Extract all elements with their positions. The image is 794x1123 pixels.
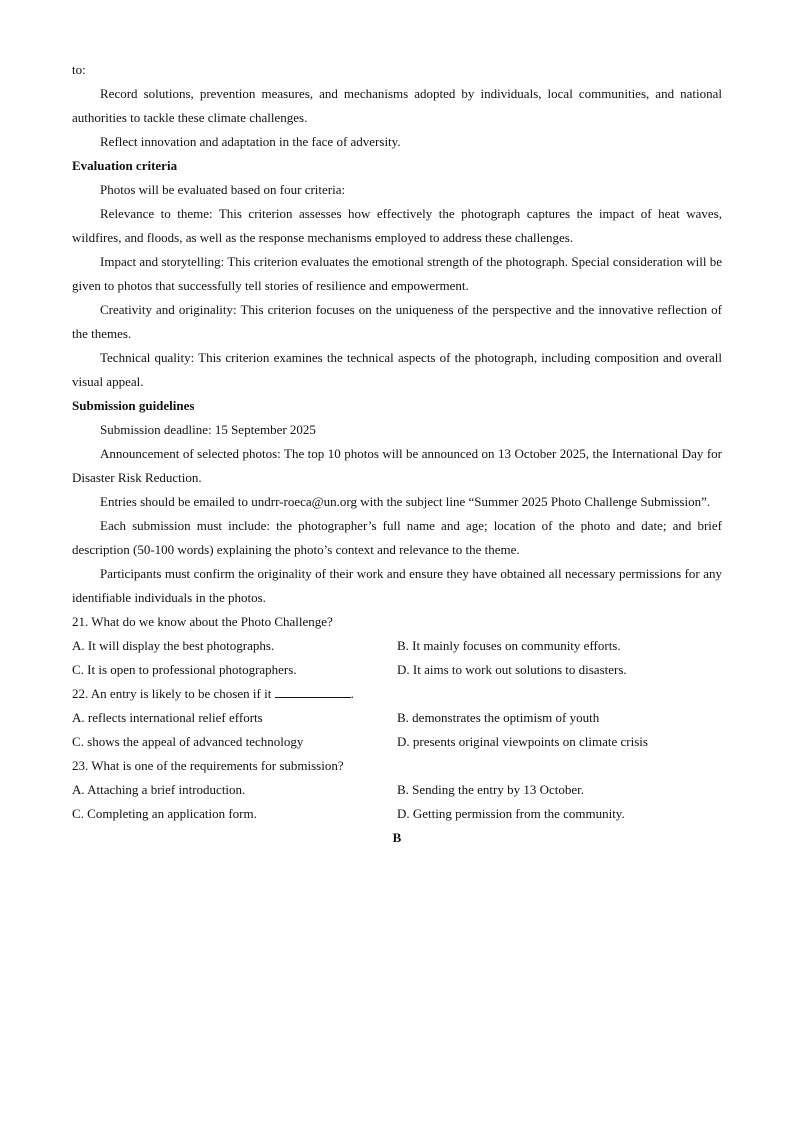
option-d: D. It aims to work out solutions to disasters. [397,662,627,677]
intro-item-1: Record solutions, prevention measures, and mechanisms adopted by individuals, local communities, and national authorities to tackle these climate challenges. [72,86,722,125]
question-22 [72,682,722,754]
criterion-technical: Technical quality: This criterion examines the technical aspects of the photograph, including composition and overall visual appeal. [72,350,722,389]
evaluation-intro: Photos will be evaluated based on four criteria: [100,182,346,197]
option-a: A. Attaching a brief introduction. [72,782,246,797]
option-b: B. It mainly focuses on community efforts. [397,638,621,653]
section-b-heading: B [392,830,402,845]
option-a: A. reflects international relief efforts [72,710,263,725]
question-stem: 23. What is one of the requirements for submission? [72,758,344,773]
submission-announcement: Announcement of selected photos: The top 10 photos will be announced on 13 October 2025, the International Day for Disaster Risk Reduction. [72,446,722,485]
option-b: B. Sending the entry by 13 October. [397,782,585,797]
submission-deadline: Submission deadline: 15 September 2025 [100,422,316,437]
submission-permissions: Participants must confirm the originality of their work and ensure they have obtained all necessary permissions for any identifiable individuals in the photos. [72,566,722,605]
intro-item-2: Reflect innovation and adaptation in the face of adversity. [100,134,401,149]
question-stem-end: . [350,686,354,701]
option-c: C. It is open to professional photographers. [72,662,297,677]
criterion-relevance: Relevance to theme: This criterion assesses how effectively the photograph captures the impact of heat waves, wildfires, and floods, as well as the response mechanisms employed to address these challenges. [72,206,722,245]
question-stem [72,682,722,706]
criterion-impact: Impact and storytelling: This criterion evaluates the emotional strength of the photograph. Special consideration will be given to photos that successfully tell stories of resilience and empowerment. [72,254,722,293]
submission-email: Entries should be emailed to undrr-roeca@un.org with the subject line “Summer 2025 Photo Challenge Submission”. [100,494,711,509]
question-23 [72,754,722,826]
answer-options [72,778,722,826]
option-c: C. shows the appeal of advanced technology [72,734,304,749]
question-stem-text: 22. An entry is likely to be chosen if it [72,686,275,701]
evaluation-heading: Evaluation criteria [72,158,178,173]
option-c: C. Completing an application form. [72,806,257,821]
option-d: D. Getting permission from the community. [397,806,625,821]
intro-to: to: [72,62,86,77]
question-stem: 21. What do we know about the Photo Challenge? [72,614,333,629]
question-21 [72,610,722,682]
submission-requirements: Each submission must include: the photographer’s full name and age; location of the photo and date; and brief description (50-100 words) explaining the photo’s context and relevance to the theme. [72,518,722,557]
option-d: D. presents original viewpoints on climate crisis [397,734,648,749]
answer-options [72,634,722,682]
option-b: B. demonstrates the optimism of youth [397,710,600,725]
submission-heading: Submission guidelines [72,398,195,413]
answer-blank [275,683,351,698]
answer-options [72,706,722,754]
criterion-creativity: Creativity and originality: This criterion focuses on the uniqueness of the perspective and the innovative reflection of the themes. [72,302,722,341]
option-a: A. It will display the best photographs. [72,638,275,653]
document-page [72,58,722,850]
